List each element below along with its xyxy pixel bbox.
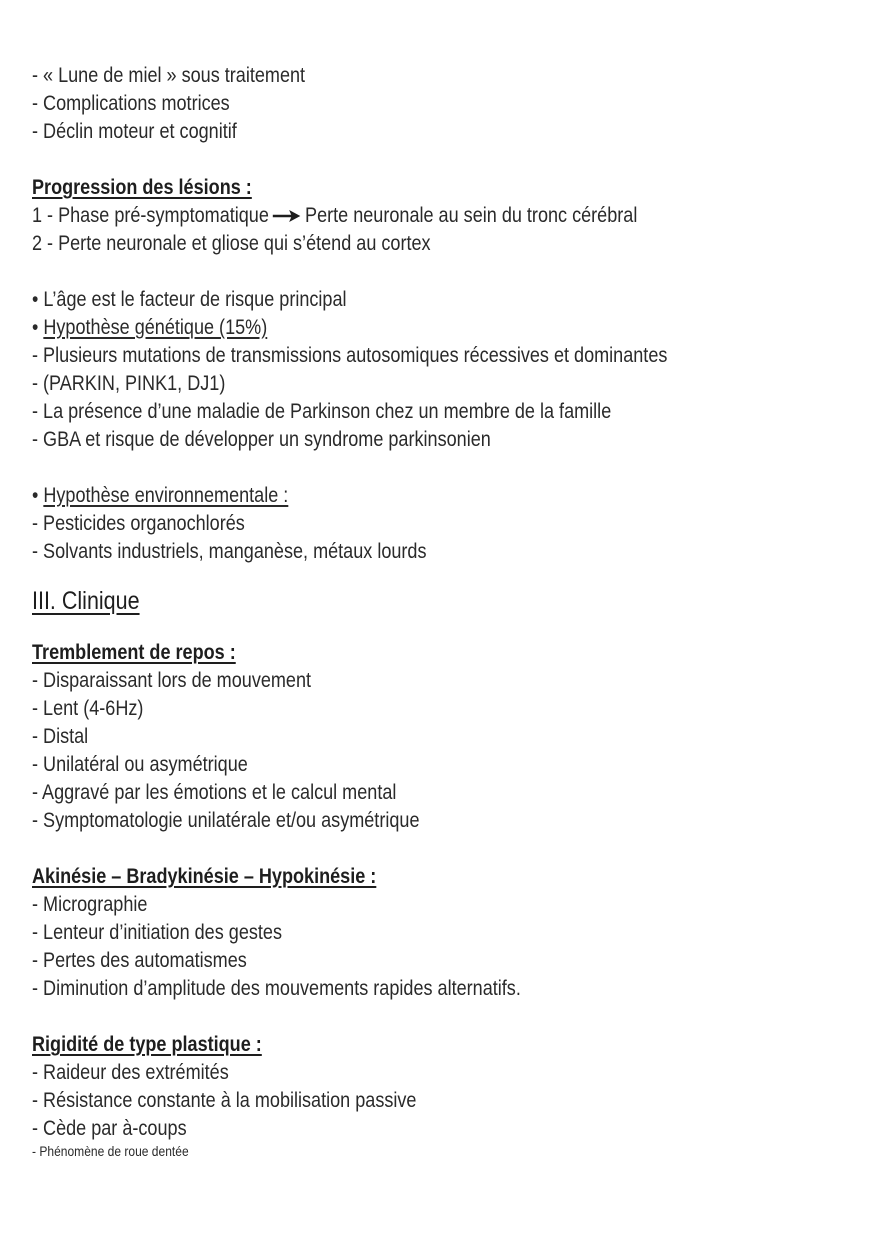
list-item: - Micrographie [32, 893, 148, 916]
list-item: - Pertes des automatismes [32, 949, 247, 972]
progression-heading: Progression des lésions : [32, 176, 252, 199]
list-item: - Résistance constante à la mobilisation passive [32, 1089, 417, 1112]
akinesia-heading: Akinésie – Bradykinésie – Hypokinésie : [32, 865, 377, 888]
list-item [32, 202, 737, 230]
list-item: - Diminution d’amplitude des mouvements rapides alternatifs. [32, 977, 521, 1000]
document-page [32, 62, 852, 1159]
section-title: III. Clinique [32, 587, 140, 615]
list-item: - Distal [32, 725, 89, 748]
list-item: - GBA et risque de développer un syndrome parkinsonien [32, 428, 491, 451]
list-item: - Déclin moteur et cognitif [32, 120, 237, 143]
list-item: - Lenteur d’initiation des gestes [32, 921, 282, 944]
list-item: 2 - Perte neuronale et gliose qui s’étend au cortex [32, 232, 431, 255]
rigidity-section [32, 1031, 852, 1159]
environmental-hypothesis-text: Hypothèse environnementale : [43, 484, 289, 507]
risk-factors [32, 286, 852, 566]
bullet: • [32, 484, 44, 507]
list-item: - La présence d’une maladie de Parkinson chez un membre de la famille [32, 400, 612, 423]
bullet: • [32, 316, 44, 339]
tremor-section [32, 639, 852, 835]
list-item: - « Lune de miel » sous traitement [32, 64, 306, 87]
list-item: - Symptomatologie unilatérale et/ou asymétrique [32, 809, 420, 832]
list-item: - Aggravé par les émotions et le calcul mental [32, 781, 397, 804]
list-item: - Cède par à-coups [32, 1117, 187, 1140]
rigidity-heading: Rigidité de type plastique : [32, 1033, 262, 1056]
list-item: - Complications motrices [32, 92, 230, 115]
list-item: - Lent (4-6Hz) [32, 697, 144, 720]
list-item: - Disparaissant lors de mouvement [32, 669, 312, 692]
progression-item-1-start: 1 - Phase pré-symptomatique [32, 204, 269, 227]
genetic-hypothesis-label [32, 314, 737, 342]
progression-section [32, 174, 852, 258]
rigidity-footnote: - Phénomène de roue dentée [32, 1143, 189, 1159]
list-item: - Pesticides organochlorés [32, 512, 245, 535]
list-item: - Unilatéral ou asymétrique [32, 753, 248, 776]
list-item: - Raideur des extrémités [32, 1061, 229, 1084]
list-item: - (PARKIN, PINK1, DJ1) [32, 372, 226, 395]
progression-item-1-end: Perte neuronale au sein du tronc cérébral [305, 204, 638, 227]
intro-list [32, 62, 852, 146]
arrow-right-icon [272, 209, 301, 223]
list-item: - Plusieurs mutations de transmissions autosomiques récessives et dominantes [32, 344, 668, 367]
genetic-hypothesis-text: Hypothèse génétique (15%) [43, 316, 268, 339]
risk-age: • L’âge est le facteur de risque principal [32, 288, 347, 311]
tremor-heading: Tremblement de repos : [32, 641, 236, 664]
akinesia-section [32, 863, 852, 1003]
environmental-hypothesis-label [32, 482, 737, 510]
list-item: - Solvants industriels, manganèse, métaux lourds [32, 540, 427, 563]
